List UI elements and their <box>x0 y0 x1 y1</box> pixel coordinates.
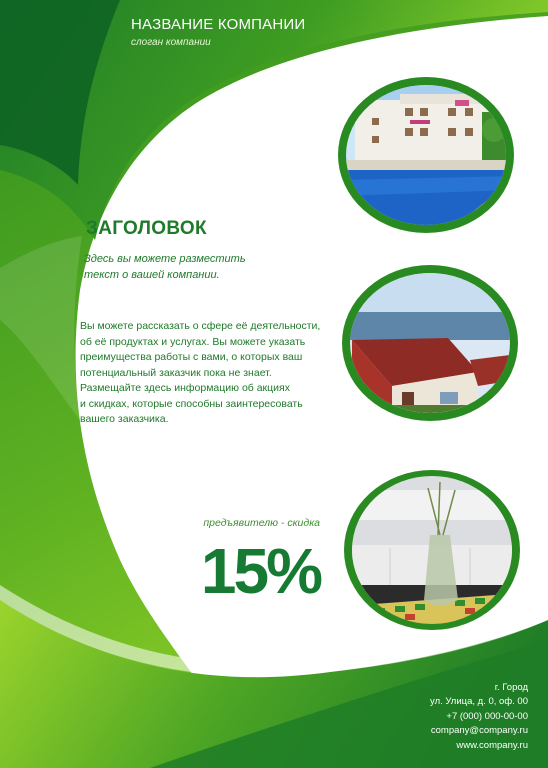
red-roof-houses-photo <box>342 265 518 421</box>
contact-address: ул. Улица, д. 0, оф. 00 <box>430 696 528 708</box>
intro-text <box>84 251 284 283</box>
contacts-block <box>380 681 528 753</box>
hotel-pool-photo <box>338 77 515 233</box>
body-line: Размещайте здесь информацию об акциях <box>80 382 290 394</box>
company-slogan: слоган компании <box>131 37 211 48</box>
contact-phone: +7 (000) 000-00-00 <box>446 710 528 722</box>
body-line: преимущества работы с вами, о которых ваш <box>80 351 303 363</box>
body-line: вашего заказчика. <box>80 413 169 425</box>
contact-city: г. Город <box>494 682 528 693</box>
body-line: Вы можете рассказать о сфере её деятельности, <box>80 320 321 332</box>
page-heading: ЗАГОЛОВОК <box>86 218 207 239</box>
kitchen-vase-photo <box>344 470 520 630</box>
contact-website[interactable]: www.company.ru <box>456 739 528 751</box>
body-line: об её продуктах и услугах. Вы можете указать <box>80 335 306 348</box>
company-name: НАЗВАНИЕ КОМПАНИИ <box>131 16 306 33</box>
intro-line: текст о вашей компании. <box>84 269 220 281</box>
body-text <box>80 319 342 428</box>
intro-line: Здесь вы можете разместить <box>84 253 246 265</box>
contact-email[interactable]: company@company.ru <box>430 725 528 737</box>
discount-value: 15% <box>200 535 320 607</box>
discount-label: предъявителю - скидка <box>203 517 320 529</box>
body-line: потенциальный заказчик пока не знает. <box>80 366 272 379</box>
body-line: и скидках, которые способны заинтересовать <box>80 397 303 410</box>
